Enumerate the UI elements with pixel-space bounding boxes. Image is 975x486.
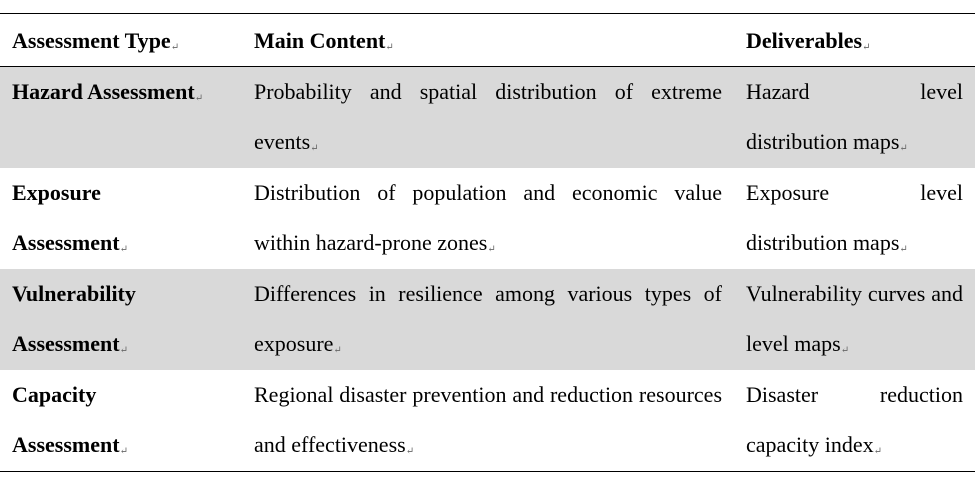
header-deliverables: Deliverables↵ bbox=[746, 28, 871, 53]
assessment-table bbox=[0, 13, 975, 472]
header-assessment-type: Assessment Type↵ bbox=[12, 28, 180, 53]
main-content-cell: Regional disaster prevention and reduction resources and effectiveness↵ bbox=[254, 382, 722, 457]
deliverables-cell: Disaster reduction capacity index↵ bbox=[746, 382, 963, 457]
table-row bbox=[0, 370, 975, 471]
main-content-cell: Distribution of population and economic value within hazard-prone zones↵ bbox=[254, 180, 722, 255]
table-row bbox=[0, 269, 975, 370]
assessment-type-cell: Hazard Assessment↵ bbox=[12, 79, 204, 104]
main-content-cell: Probability and spatial distribution of extreme events↵ bbox=[254, 79, 722, 154]
main-content-cell: Differences in resilience among various types of exposure↵ bbox=[254, 281, 722, 356]
deliverables-cell: Vulnerability curves and level maps↵ bbox=[746, 281, 963, 356]
deliverables-cell: Hazard level distribution maps↵ bbox=[746, 79, 963, 154]
table-header-row bbox=[0, 14, 975, 67]
table-row bbox=[0, 67, 975, 168]
header-main-content: Main Content↵ bbox=[254, 28, 394, 53]
deliverables-cell: Exposure level distribution maps↵ bbox=[746, 180, 963, 255]
table-row bbox=[0, 168, 975, 269]
assessment-type-cell: Vulnerability Assessment↵ bbox=[12, 281, 136, 356]
assessment-type-cell: Exposure Assessment↵ bbox=[12, 180, 128, 255]
assessment-type-cell: Capacity Assessment↵ bbox=[12, 382, 128, 457]
